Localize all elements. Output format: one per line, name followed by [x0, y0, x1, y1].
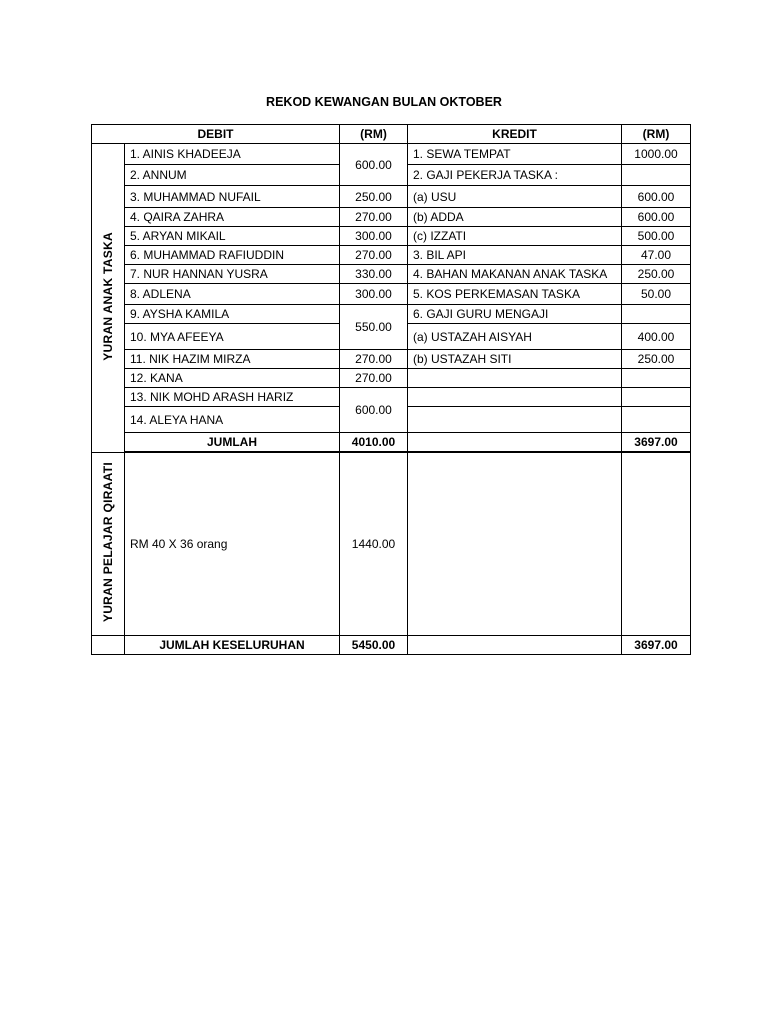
debit-amount: 270.00 — [340, 208, 408, 227]
kredit-item: 1. SEWA TEMPAT — [408, 144, 622, 165]
kredit-amount: 1000.00 — [622, 144, 691, 165]
debit-amount: 600.00 — [340, 388, 408, 433]
debit-amount: 270.00 — [340, 369, 408, 388]
kredit-item: (b) USTAZAH SITI — [408, 350, 622, 369]
kredit-empty-cell — [622, 369, 691, 388]
debit-rm-header: (RM) — [340, 125, 408, 144]
kredit-empty-cell — [622, 407, 691, 433]
kredit-empty-cell — [408, 369, 622, 388]
kredit-item: 3. BIL API — [408, 246, 622, 265]
kredit-amount: 47.00 — [622, 246, 691, 265]
kredit-empty-cell — [408, 388, 622, 407]
page-title: REKOD KEWANGAN BULAN OKTOBER — [266, 95, 502, 109]
kredit-amount — [622, 305, 691, 324]
kredit-amount — [622, 165, 691, 186]
debit-name: 7. NUR HANNAN YUSRA — [125, 265, 340, 284]
kredit-item: (a) USU — [408, 186, 622, 208]
debit-amount: 600.00 — [340, 144, 408, 186]
kredit-item: 5. KOS PERKEMASAN TASKA — [408, 284, 622, 305]
debit-name: 6. MUHAMMAD RAFIUDDIN — [125, 246, 340, 265]
debit-name: 4. QAIRA ZAHRA — [125, 208, 340, 227]
debit-name: 10. MYA AFEEYA — [125, 324, 340, 350]
debit-name: 2. ANNUM — [125, 165, 340, 186]
kredit-empty-cell — [408, 636, 622, 655]
debit-amount: 330.00 — [340, 265, 408, 284]
table-row — [92, 369, 691, 388]
kredit-jumlah: 3697.00 — [622, 433, 691, 452]
kredit-item: 4. BAHAN MAKANAN ANAK TASKA — [408, 265, 622, 284]
keseluruhan-label: JUMLAH KESELURUHAN — [125, 636, 340, 655]
table-row — [92, 305, 691, 324]
debit-jumlah: 4010.00 — [340, 433, 408, 452]
debit-amount: 270.00 — [340, 246, 408, 265]
kredit-item: (b) ADDA — [408, 208, 622, 227]
debit-name: 9. AYSHA KAMILA — [125, 305, 340, 324]
kredit-amount: 250.00 — [622, 265, 691, 284]
debit-name: 11. NIK HAZIM MIRZA — [125, 350, 340, 369]
debit-name: 8. ADLENA — [125, 284, 340, 305]
kredit-amount: 600.00 — [622, 208, 691, 227]
debit-name: 14. ALEYA HANA — [125, 407, 340, 433]
section-label-qiraati: YURAN PELAJAR QIRAATI — [92, 453, 125, 636]
section-label-taska: YURAN ANAK TASKA — [92, 144, 125, 453]
table-row — [92, 144, 691, 165]
finance-ledger-table — [91, 124, 691, 655]
kredit-header: KREDIT — [408, 125, 622, 144]
kredit-empty-cell — [622, 388, 691, 407]
jumlah-row — [92, 433, 691, 452]
jumlah-label: JUMLAH — [125, 433, 340, 452]
kredit-amount: 250.00 — [622, 350, 691, 369]
qiraati-amount: 1440.00 — [340, 453, 408, 636]
table-row — [92, 186, 691, 208]
kredit-empty-cell — [408, 453, 622, 636]
keseluruhan-row — [92, 636, 691, 655]
table-row — [92, 227, 691, 246]
debit-name: 13. NIK MOHD ARASH HARIZ — [125, 388, 340, 407]
debit-amount: 250.00 — [340, 186, 408, 208]
table-row — [92, 265, 691, 284]
table-row — [92, 208, 691, 227]
kredit-empty-cell — [408, 407, 622, 433]
kredit-item: (a) USTAZAH AISYAH — [408, 324, 622, 350]
qiraati-row — [92, 453, 691, 636]
debit-name: 3. MUHAMMAD NUFAIL — [125, 186, 340, 208]
kredit-amount: 500.00 — [622, 227, 691, 246]
table-row — [92, 350, 691, 369]
kredit-amount: 400.00 — [622, 324, 691, 350]
kredit-amount: 600.00 — [622, 186, 691, 208]
empty-cell — [92, 636, 125, 655]
table-row — [92, 284, 691, 305]
debit-amount: 270.00 — [340, 350, 408, 369]
table-row — [92, 388, 691, 407]
debit-amount: 300.00 — [340, 284, 408, 305]
debit-name: 5. ARYAN MIKAIL — [125, 227, 340, 246]
kredit-item: 6. GAJI GURU MENGAJI — [408, 305, 622, 324]
kredit-amount: 50.00 — [622, 284, 691, 305]
kredit-item: 2. GAJI PEKERJA TASKA : — [408, 165, 622, 186]
kredit-empty-cell — [408, 433, 622, 452]
qiraati-desc: RM 40 X 36 orang — [125, 453, 340, 636]
debit-keseluruhan: 5450.00 — [340, 636, 408, 655]
debit-header: DEBIT — [92, 125, 340, 144]
kredit-empty-cell — [622, 453, 691, 636]
debit-amount: 300.00 — [340, 227, 408, 246]
debit-amount: 550.00 — [340, 305, 408, 350]
kredit-rm-header: (RM) — [622, 125, 691, 144]
table-row — [92, 246, 691, 265]
debit-name: 12. KANA — [125, 369, 340, 388]
debit-name: 1. AINIS KHADEEJA — [125, 144, 340, 165]
header-row — [92, 125, 691, 144]
kredit-keseluruhan: 3697.00 — [622, 636, 691, 655]
kredit-item: (c) IZZATI — [408, 227, 622, 246]
